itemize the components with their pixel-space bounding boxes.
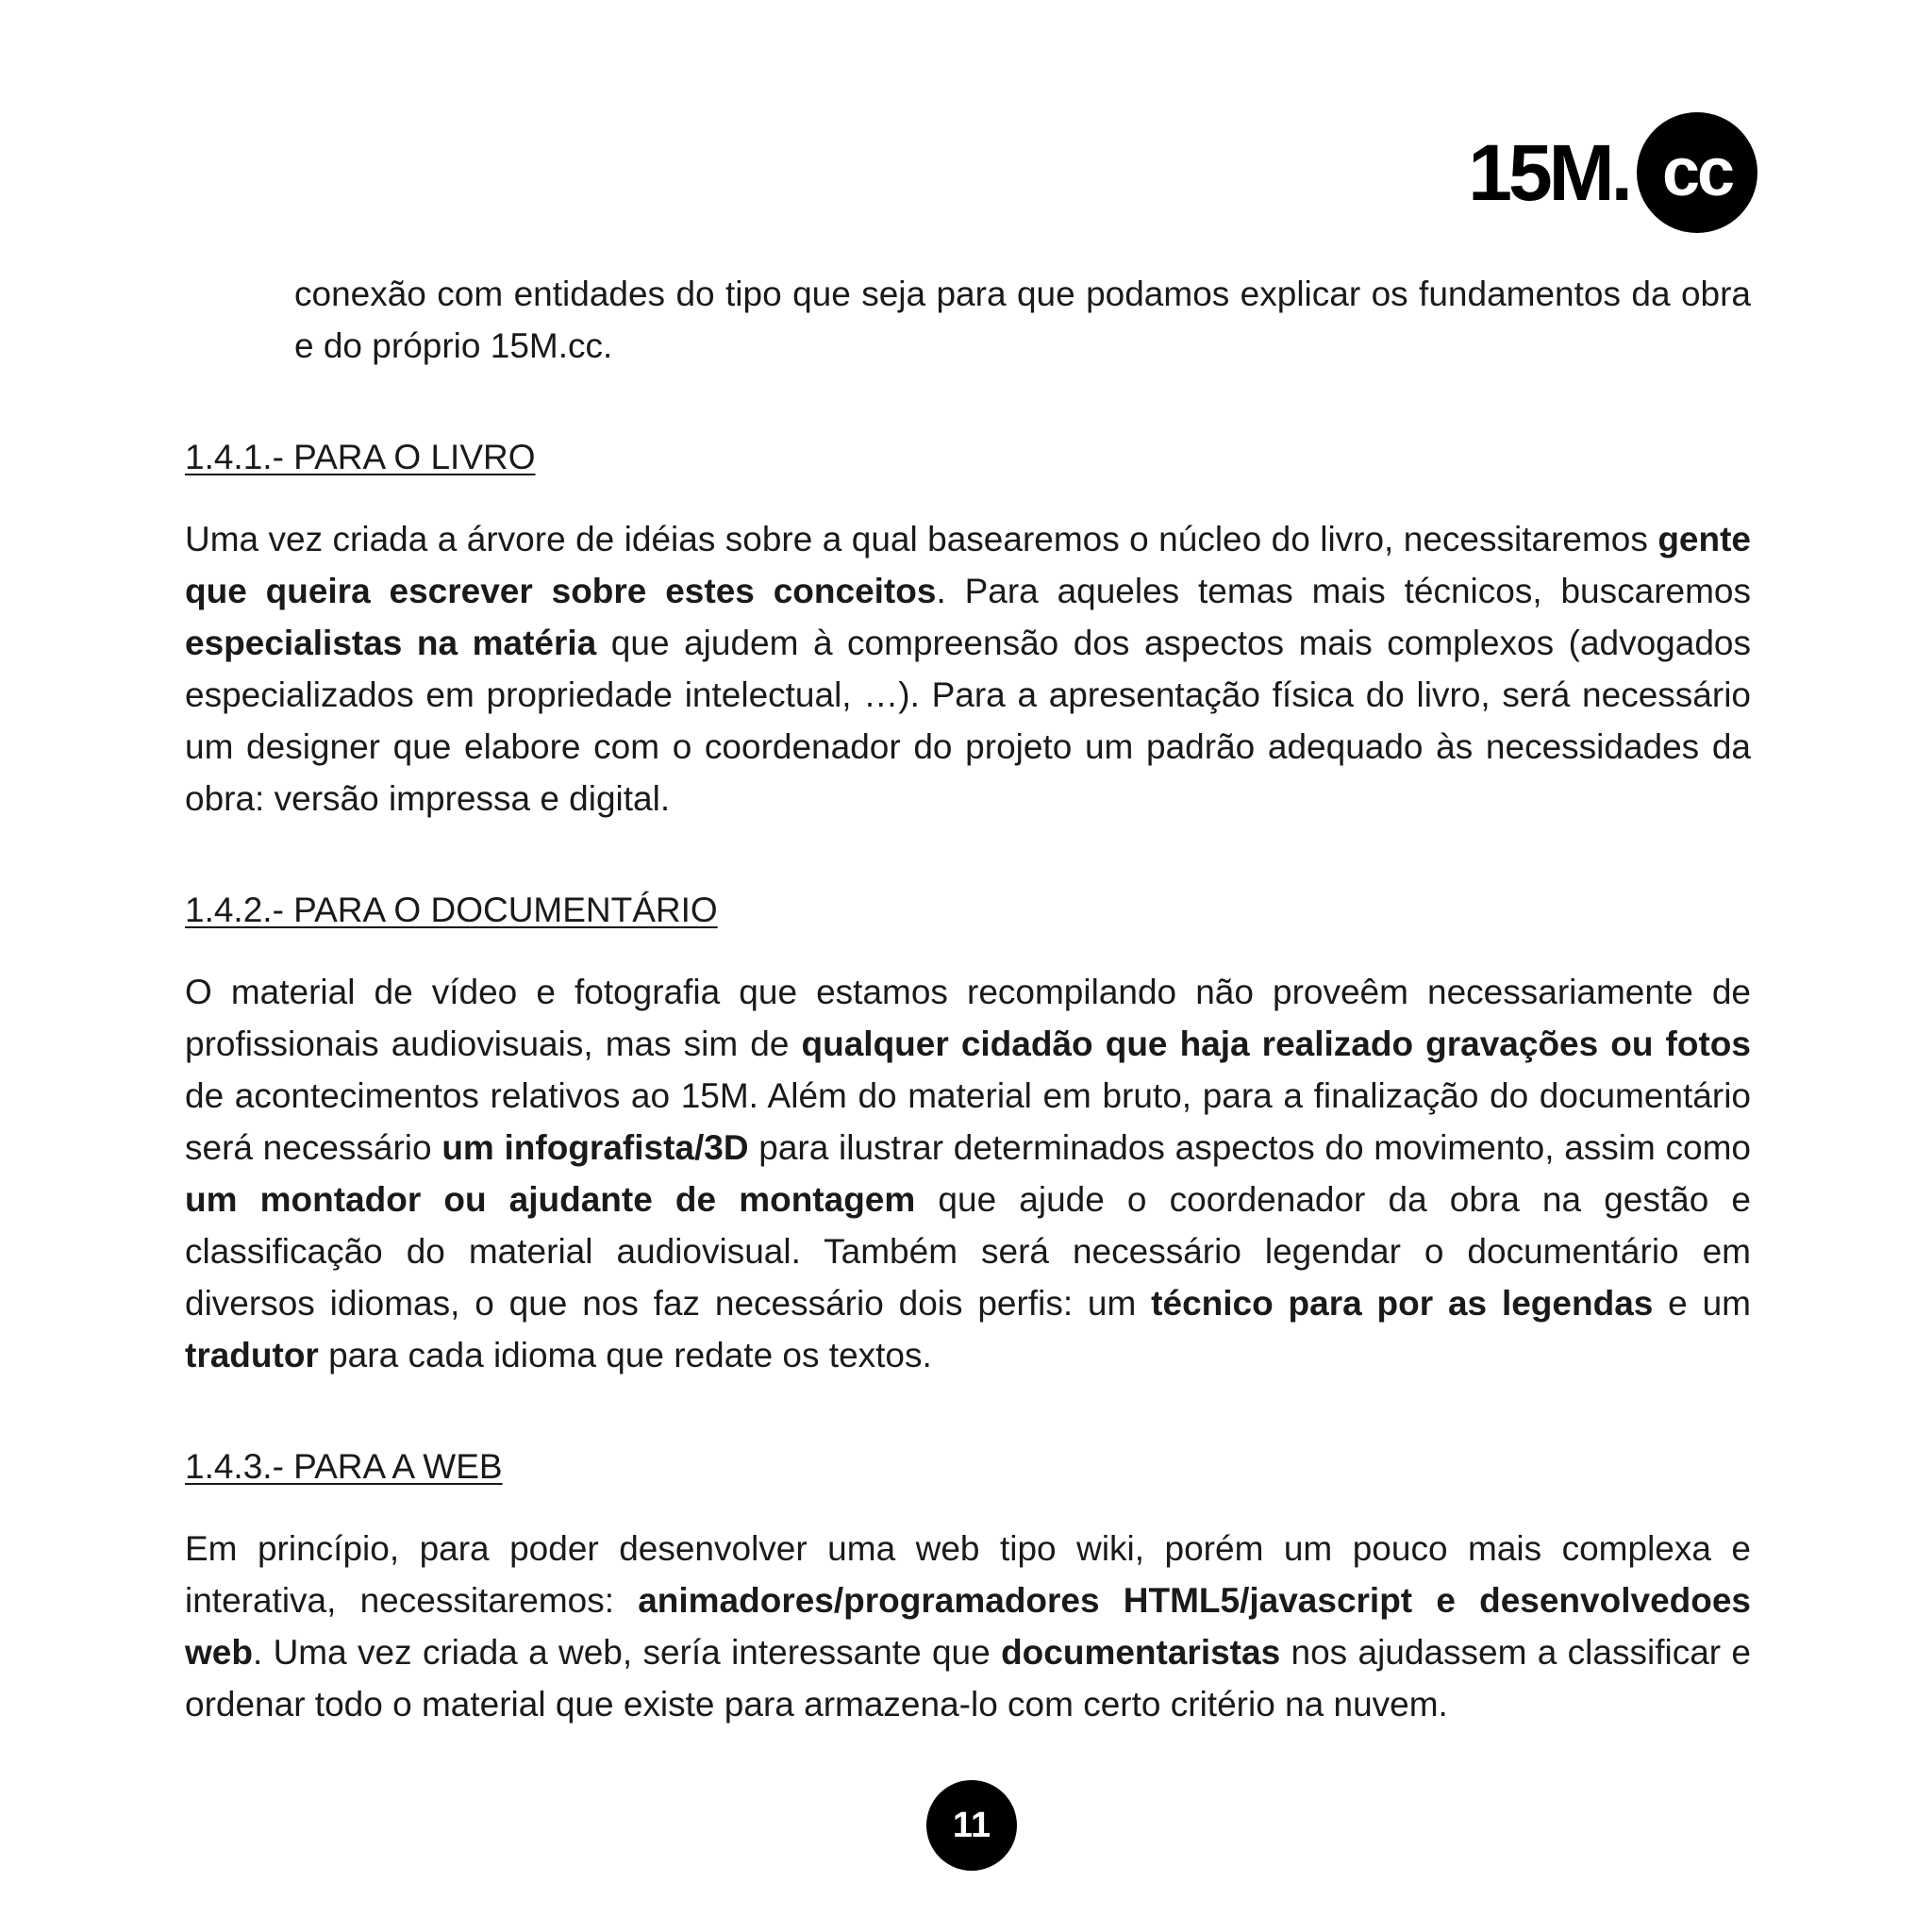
section-paragraph-documentario <box>185 966 1751 1381</box>
text-run: que ajude o coordenador da obra na gestão e classificação do material audiovisual. Também será necessário legendar o documentário em diversos idiomas, o que nos faz necessário dois perfis: um <box>185 1180 1751 1323</box>
text-run: Uma vez criada a árvore de idéias sobre a qual basearemos o núcleo do livro, necessitaremos <box>185 520 1658 558</box>
bold-phrase: especialistas na matéria <box>185 624 597 662</box>
page-number-badge: 11 <box>926 1780 1017 1871</box>
section-heading-documentario: 1.4.2.- PARA O DOCUMENTÁRIO <box>185 891 718 929</box>
text-run: e um <box>1653 1284 1751 1323</box>
text-run: nos ajudassem a classificar e ordenar todo o material que existe para armazena-lo com certo critério na nuvem. <box>185 1633 1752 1724</box>
text-run: Em princípio, para poder desenvolver uma web tipo wiki, porém um pouco mais complexa e interativa, necessitaremos: <box>185 1529 1751 1620</box>
logo-circle: cc <box>1637 112 1757 233</box>
text-run: . Uma vez criada a web, sería interessante que <box>252 1633 1002 1672</box>
text-run: para ilustrar determinados aspectos do movimento, assim como <box>748 1128 1751 1167</box>
section-heading-livro: 1.4.1.- PARA O LIVRO <box>185 438 536 476</box>
intro-block <box>185 268 1751 372</box>
bold-phrase: tradutor <box>185 1336 319 1374</box>
bold-phrase: gente que queira escrever sobre estes conceitos <box>185 520 1751 610</box>
text-run: . Para aqueles temas mais técnicos, buscaremos <box>936 572 1751 610</box>
section-paragraph-livro <box>185 513 1751 824</box>
document-body <box>185 268 1751 1730</box>
text-run: para cada idioma que redate os textos. <box>318 1336 932 1374</box>
bold-phrase: um infografista/3D <box>441 1128 749 1167</box>
text-run: de acontecimentos relativos ao 15M. Além do material em bruto, para a finalização do documentário será necessário <box>185 1076 1751 1167</box>
bold-phrase: animadores/programadores HTML5/javascript e desenvolvedoes web <box>185 1581 1752 1672</box>
brand-logo <box>1468 111 1757 234</box>
text-run: que ajudem à compreensão dos aspectos mais complexos (advogados especializados em propriedade intelectual, …). Para a apresentação física do livro, será necessário um designer que elabore com o coordenador do projeto um padrão adequado às necessidades da obra: versão impressa e digital. <box>185 624 1751 818</box>
bold-phrase: documentaristas <box>1001 1633 1281 1672</box>
bold-phrase: técnico para por as legendas <box>1151 1284 1654 1323</box>
logo-text: 15M. <box>1468 128 1629 217</box>
text-run: O material de vídeo e fotografia que estamos recompilando não proveêm necessariamente de profissionais audiovisuais, mas sim de <box>185 973 1751 1063</box>
bold-phrase: qualquer cidadão que haja realizado gravações ou fotos <box>801 1024 1751 1063</box>
intro-paragraph: conexão com entidades do tipo que seja para que podamos explicar os fundamentos da obra e do próprio 15M.cc. <box>294 275 1751 365</box>
section-heading-web: 1.4.3.- PARA A WEB <box>185 1447 503 1486</box>
section-paragraph-web <box>185 1523 1751 1730</box>
bold-phrase: um montador ou ajudante de montagem <box>185 1180 916 1219</box>
